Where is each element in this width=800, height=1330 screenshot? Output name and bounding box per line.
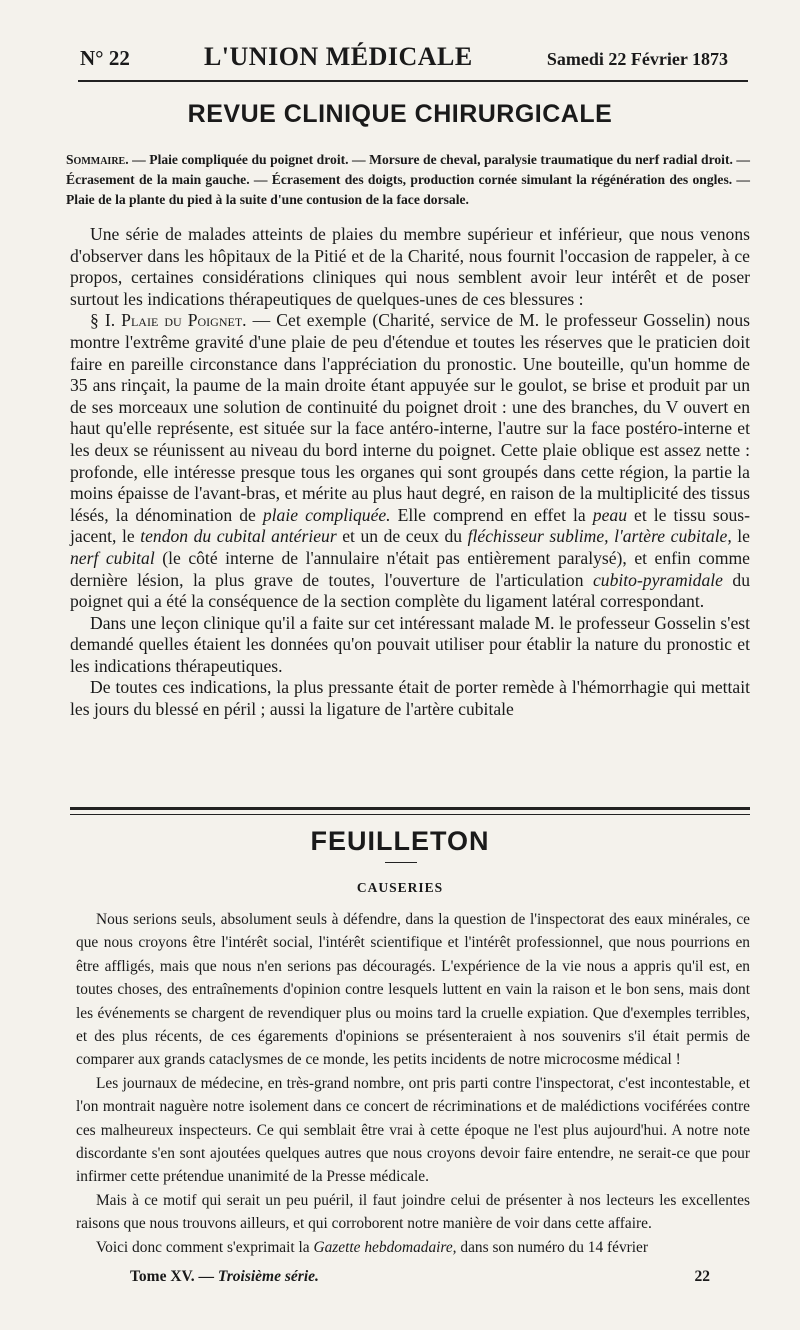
feuilleton-body [76,908,750,1259]
p2-text-c: et le tissu sous-jacent, le [70,504,751,547]
p2-italic-3: tendon du cubital antérieur [140,526,337,547]
p2-italic-7: cubito-pyramidale [592,569,723,590]
revue-paragraph-2 [70,310,750,612]
feuilleton-paragraph-1: Nous serions seuls, absolument seuls à défendre, dans la question de l'inspectorat des eaux minérales, ce que nous croyons être l'intérêt social, l'intérêt scientifique et l'intérêt professionnel, que nous pourrions en être affligés, mais que nous n'en serions pas découragés. L'expérience de la vie nous a appris qu'il est, en toutes choses, des entraînements d'opinion contre lesquels luttent en vain la raison et le bon sens, mais dont les événements se chargent de revendiquer plus ou moins tard la cruelle expiation. Que d'exemples terribles, et des plus récents, de ces égarements d'opinions se présenteraient à nos souvenirs s'il était permis de comparer aux grands cataclysmes de ce monde, les petits incidents de notre microcosme médical ! [76,911,750,1069]
section-mark: § I. [90,310,122,331]
feuilleton-rule-thin [70,814,750,815]
p2-text-h: du poignet qui a été la conséquence de la section complète du ligament latéral correspondant. [70,569,750,612]
issue-date: Samedi 22 Février 1873 [546,49,728,69]
p2-italic-6: nerf cubital [70,547,155,568]
feuilleton-subtitle: CAUSERIES [356,880,444,895]
sommaire [66,150,750,210]
revue-paragraph-1: Une série de malades atteints de plaies du membre supérieur et inférieur, que nous venons d'observer dans les hôpitaux de la Pitié et de la Charité, nous fournit l'occasion de rappeler, à ce propos, certaines considérations cliniques qui nous semblent avoir leur intérêt et de poser surtout les indications thérapeutiques de quelques-unes de ces blessures : [70,224,750,309]
journal-title: L'UNION MÉDICALE [203,42,473,71]
p2-italic-2: peau [592,504,627,525]
revue-body [70,224,750,721]
p2-italic-4: fléchisseur sublime, [467,526,609,547]
section-heading: Plaie du Poignet. [121,310,247,331]
p2-text-f: le [731,526,750,547]
tome-label: Tome XV. — [130,1268,218,1285]
page-number: 22 [694,1268,710,1285]
revue-title: REVUE CLINIQUE CHIRURGICALE [187,100,613,128]
p2-text-b: Elle comprend en effet la [390,504,593,525]
feuilleton-underline [385,862,417,863]
p2-text-a: — Cet exemple (Charité, service de M. le professeur Gosselin) nous montre l'extrême gravité d'une plaie de peu d'étendue et toutes les réserves que le praticien doit faire en pareille circonstance dans l'appréciation du pronostic. Une bouteille, qu'un homme de 35 ans rinçait, la paume de la main droite étant appuyée sur le goulot, se brise et produit par un de ses morceaux une solution de continuité du poignet droit : une des branches, du V ouvert en haut qu'elle représente, est située sur la face antéro-interne, l'autre sur la face postéro-interne et les deux se réunissent au niveau du bord interne du poignet. Cette plaie oblique est assez nette : profonde, elle intéresse presque tous les organes qui sont groupés dans cette région, la partie la moins épaisse de l'avant-bras, et mérite au plus haut degré, en raison de la multiplicité des tissus lésés, la dénomination de [70,310,750,525]
feuilleton-title: FEUILLETON [310,826,490,856]
revue-paragraph-3: Dans une leçon clinique qu'il a faite sur cet intéressant malade M. le professeur Gosselin s'est demandé quelles étaient les données qu'on pouvait utiliser pour établir la nature du pronostic et les indications thérapeutiques. [70,612,750,676]
serie-label: Troisième série. [217,1268,319,1285]
page-footer [130,1268,710,1286]
sommaire-label: Sommaire. [66,152,129,167]
feuilleton-paragraph-2: Les journaux de médecine, en très-grand nombre, ont pris parti contre l'inspectorat, c'est incontestable, et l'on montrait naguère notre isolement dans ce concert de récriminations et de malédictions vociférées contre ces malheureux inspecteurs. Ce qui semblait être vrai à cette époque ne l'est plus aujourd'hui. A notre note discordante s'en sont ajoutées quelques autres que nous croyons devoir faire entendre, ne serait-ce que pour infirmer cette prétendue unanimité de la Presse médicale. [76,1074,750,1186]
p2-text-g: (le côté interne de l'annulaire n'était pas entièrement paralysé), et enfin comme dernière lésion, la plus grave de toutes, l'ouverture de l'articulation [70,547,750,590]
feuilleton-rule-thick [70,807,750,810]
p4-text-b: dans son numéro du 14 février [456,1238,649,1256]
revue-paragraph-4: De toutes ces indications, la plus pressante était de porter remède à l'hémorrhagie qui mettait les jours du blessé en péril ; aussi la ligature de l'artère cubitale [70,677,750,720]
p2-text-d: et un de ceux du [336,526,468,547]
p2-italic-1: plaie compliquée. [262,504,391,525]
p4-text-a: Voici donc comment s'exprimait la [96,1238,314,1256]
feuilleton-paragraph-4 [76,1236,750,1259]
volume-info [130,1268,319,1286]
header-rule [78,80,748,82]
p2-italic-5: l'artère cubitale, [614,526,732,547]
issue-number: N° 22 [80,46,130,70]
sommaire-text: — Plaie compliquée du poignet droit. — Morsure de cheval, paralysie traumatique du nerf radial droit. — Écrasement de la main gauche. — Écrasement des doigts, production cornée simulant la régénération des ongles. — Plaie de la plante du pied à la suite d'une contusion de la face dorsale. [66,152,750,207]
page-header [80,42,728,76]
feuilleton-paragraph-3: Mais à ce motif qui serait un peu puéril, il faut joindre celui de présenter à nos lecteurs les excellentes raisons que nous trouvons ailleurs, et qui corroborent notre manière de voir dans cette affaire. [76,1191,750,1233]
p4-italic: Gazette hebdomadaire, [313,1238,457,1256]
